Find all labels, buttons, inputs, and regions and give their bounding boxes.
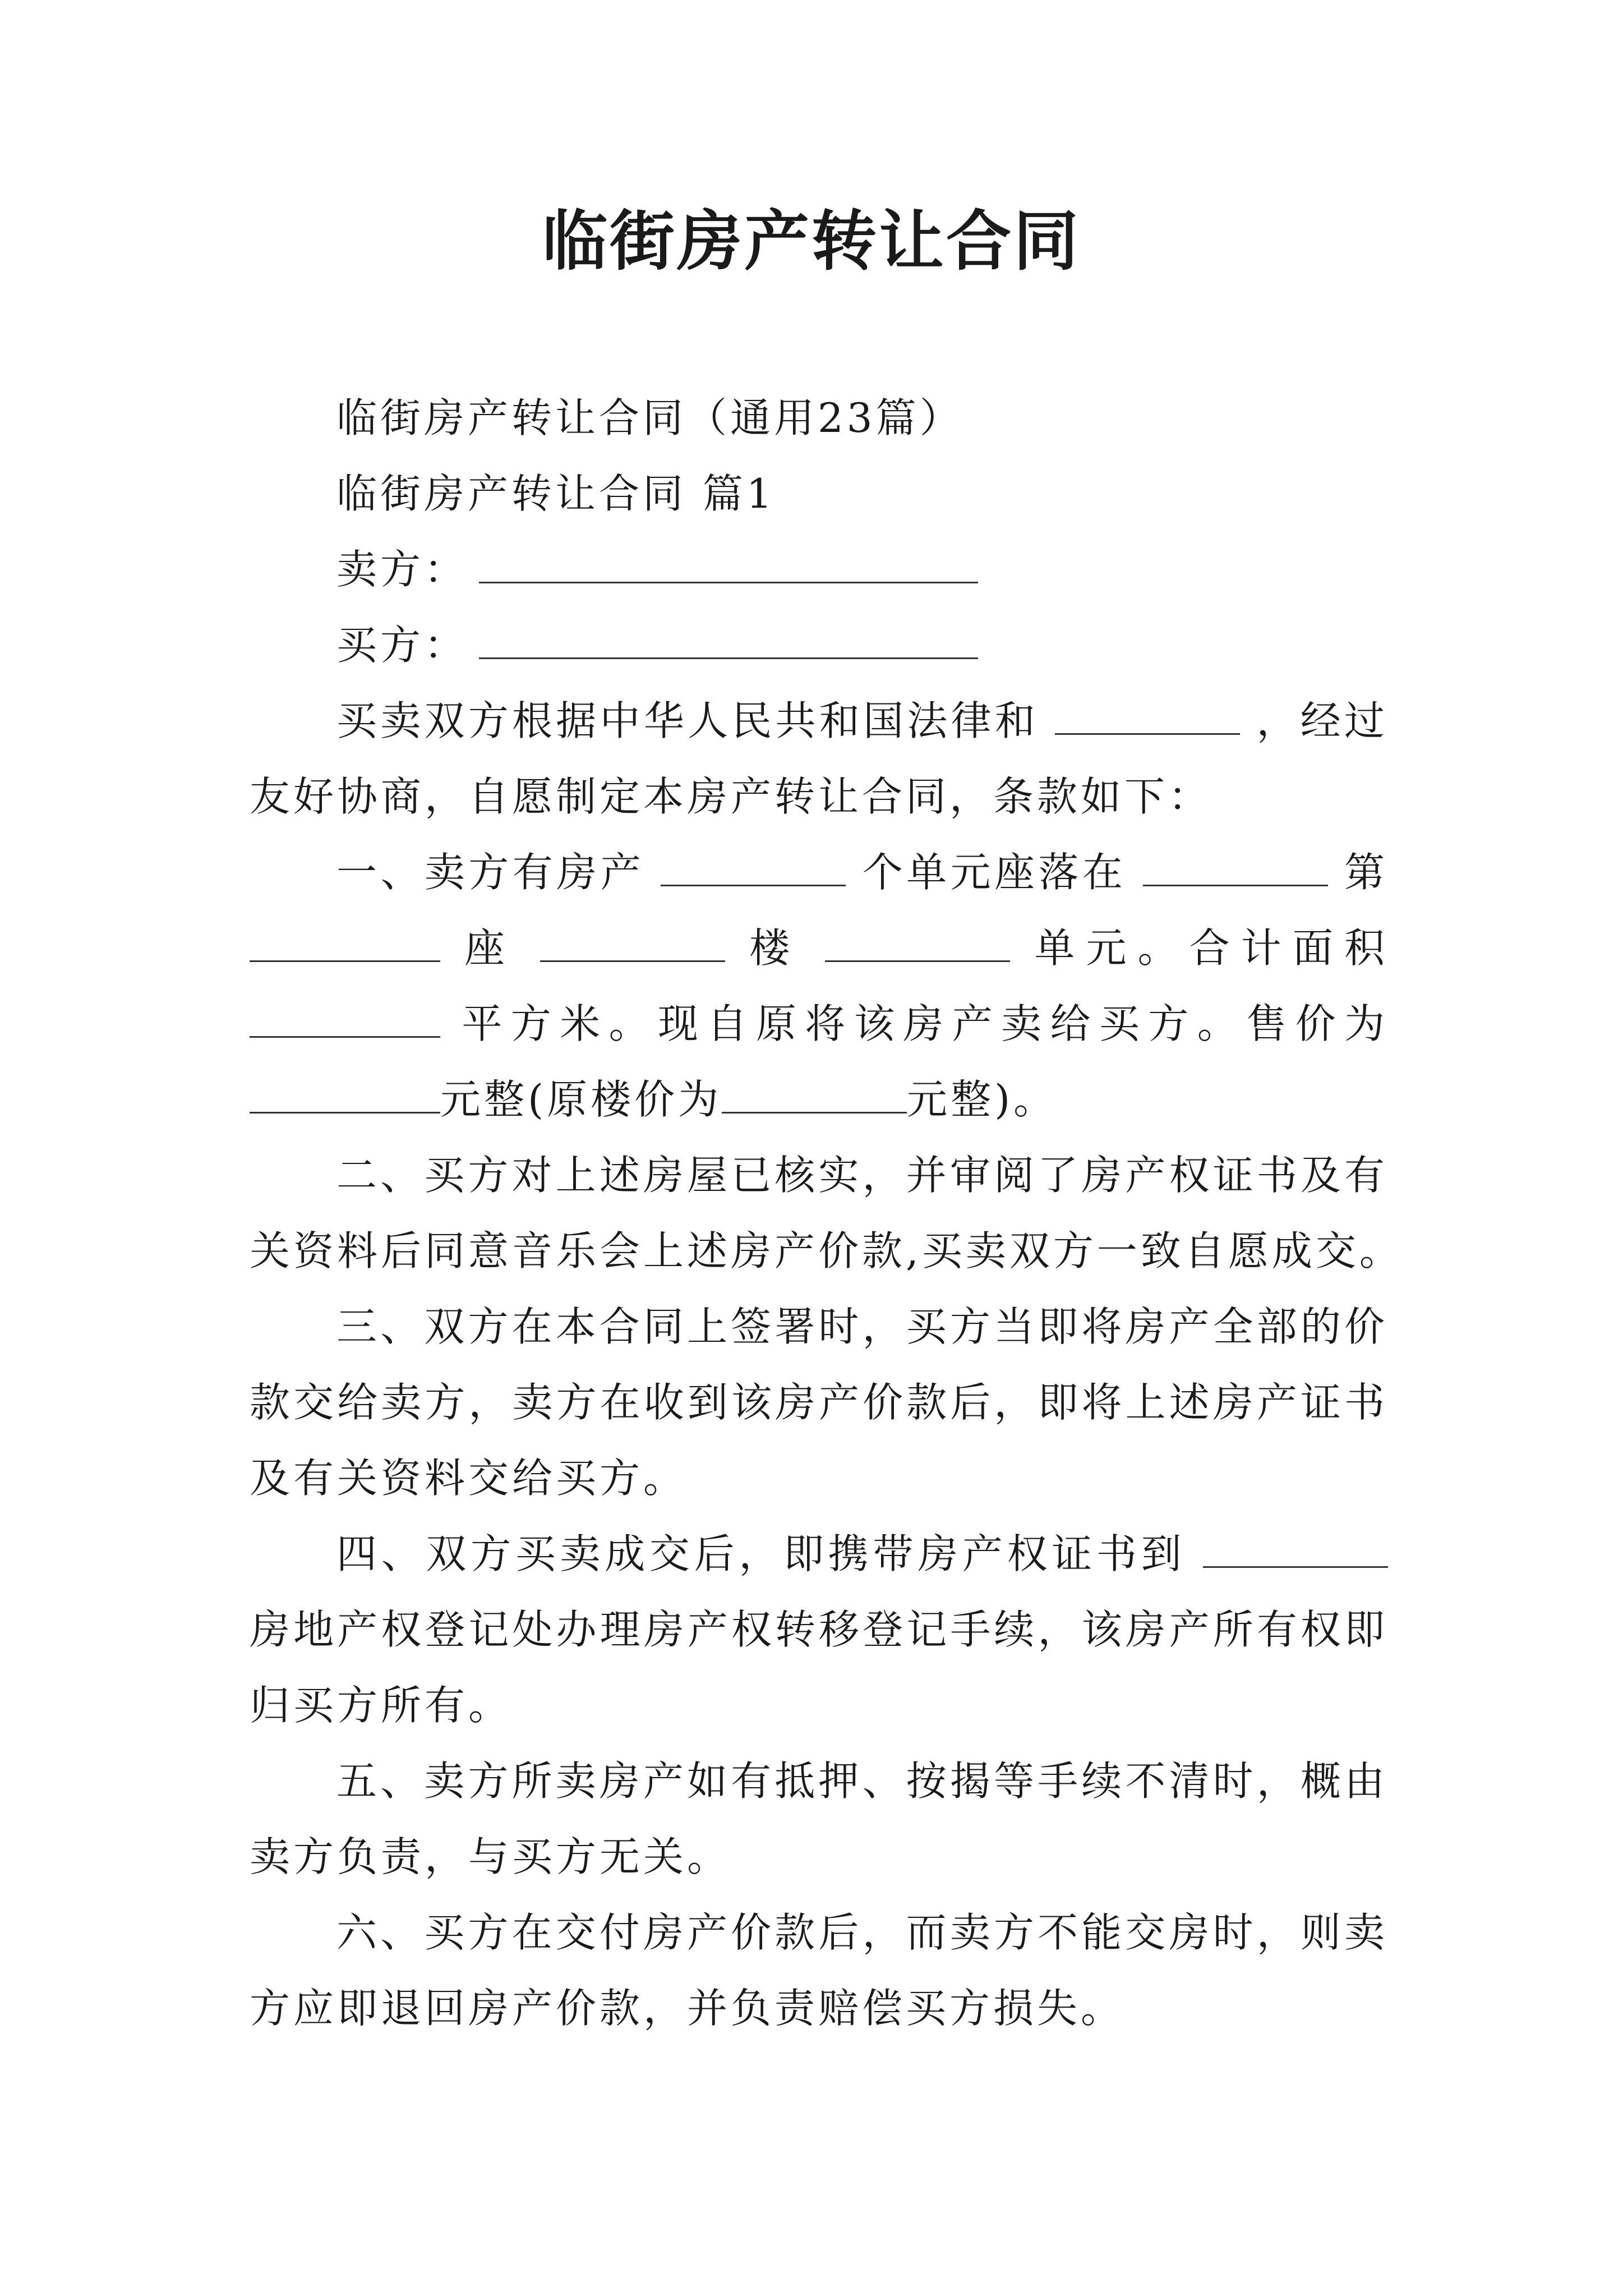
clause-1-text-g: 平方米。现自原将该房产卖给买方。售价为 xyxy=(462,1000,1388,1047)
clause-1-text-f: 单元。合计面积 xyxy=(1034,924,1389,972)
area-blank xyxy=(250,1002,440,1038)
clause-3-line-2: 款交给卖方，卖方在收到该房产价款后，即将上述房产证书 xyxy=(250,1379,1388,1426)
clause-3-line-1: 三、双方在本合同上签署时，买方当即将房产全部的价 xyxy=(336,1303,1388,1350)
clause-2-line-1: 二、买方对上述房屋已核实，并审阅了房产权证书及有 xyxy=(336,1152,1388,1199)
clause-1-text-d: 座 xyxy=(464,924,517,972)
document-title: 临街房产转让合同 xyxy=(542,203,1081,279)
clause-1-line-3 xyxy=(250,996,1388,1052)
clause-4-text-a: 四、双方买卖成交后，即携带房产权证书到 xyxy=(336,1530,1186,1577)
clause-1-text-c: 第 xyxy=(1344,849,1388,896)
clause-1-text-b: 个单元座落在 xyxy=(862,849,1127,896)
clause-1-line-4 xyxy=(250,1071,1388,1128)
clause-1-text-i: 元整)。 xyxy=(907,1076,1058,1123)
clause-1-text-a: 一、卖方有房产 xyxy=(336,849,645,896)
clause-1-text-e: 楼 xyxy=(749,924,801,972)
price-blank xyxy=(250,1078,440,1114)
buyer-blank xyxy=(479,624,978,659)
clause-3-line-3: 及有关资料交给买方。 xyxy=(250,1455,688,1502)
clause-4-line-3: 归买方所有。 xyxy=(250,1682,513,1729)
clause-6-line-2: 方应即退回房产价款，并负责赔偿买方损失。 xyxy=(250,1985,1125,2032)
units-blank xyxy=(661,851,846,886)
block-blank xyxy=(250,927,440,962)
floor-blank xyxy=(540,927,725,962)
buyer-label: 买方： xyxy=(336,622,468,669)
location-blank xyxy=(1143,851,1328,886)
unit-blank xyxy=(825,927,1010,962)
heading-collection: 临街房产转让合同（通用23篇） xyxy=(336,394,963,441)
law-blank xyxy=(1055,700,1240,735)
clause-5-line-1: 五、卖方所卖房产如有抵押、按揭等手续不清时，概由 xyxy=(336,1757,1388,1805)
seller-line xyxy=(336,541,1388,597)
heading-part: 临街房产转让合同 篇1 xyxy=(336,470,776,517)
clause-1-line-1 xyxy=(336,844,1388,900)
clause-4-line-2: 房地产权登记处办理房产权转移登记手续，该房产所有权即 xyxy=(250,1606,1388,1653)
intro-text-a: 买卖双方根据中华人民共和国法律和 xyxy=(336,697,1039,744)
seller-blank xyxy=(479,548,978,583)
clause-5-line-2: 卖方负责，与买方无关。 xyxy=(250,1833,731,1880)
clause-1-text-h: 元整(原楼价为 xyxy=(440,1076,722,1123)
clause-6-line-1: 六、买方在交付房产价款后，而卖方不能交房时，则卖 xyxy=(336,1909,1388,1956)
seller-label: 卖方： xyxy=(336,546,468,593)
intro-text-b: ，经过 xyxy=(1256,697,1388,744)
clause-2-line-2: 关资料后同意音乐会上述房产价款,买卖双方一致自愿成交。 xyxy=(250,1227,1403,1274)
intro-line-1 xyxy=(336,693,1388,749)
intro-line-2: 友好协商，自愿制定本房产转让合同，条款如下： xyxy=(250,773,1212,820)
buyer-line xyxy=(336,617,1388,673)
registry-blank xyxy=(1203,1533,1388,1568)
clause-1-line-2 xyxy=(250,920,1388,976)
clause-4-line-1 xyxy=(336,1526,1388,1582)
original-price-blank xyxy=(722,1078,907,1114)
